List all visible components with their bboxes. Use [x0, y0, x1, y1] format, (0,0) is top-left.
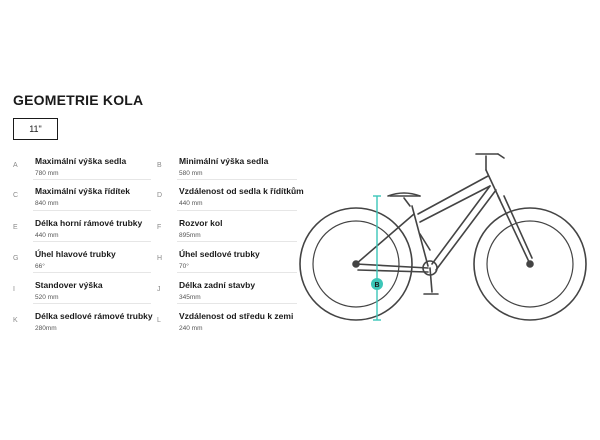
spec-value: 580 mm	[179, 170, 203, 177]
spec-value: 840 mm	[35, 200, 59, 207]
spec-value: 440 mm	[179, 200, 203, 207]
spec-letter: F	[157, 224, 162, 231]
spec-value: 280mm	[35, 325, 57, 332]
spec-value: 240 mm	[179, 325, 203, 332]
spec-name: Vzdálenost od středu k zemi	[179, 311, 294, 321]
spec-letter: K	[13, 317, 18, 324]
spec-letter: C	[13, 192, 19, 199]
page-title: GEOMETRIE KOLA	[13, 92, 144, 108]
spec-name: Délka horní rámové trubky	[35, 218, 143, 228]
spec-value: 70°	[179, 263, 189, 270]
spec-value: 895mm	[179, 232, 201, 239]
spec-value: 780 mm	[35, 170, 59, 177]
spec-letter: J	[157, 286, 161, 293]
spec-letter: I	[13, 286, 15, 293]
spec-name: Rozvor kol	[179, 218, 223, 228]
bike-frame	[356, 154, 532, 294]
size-selector-value: 11"	[29, 124, 42, 134]
spec-letter: D	[157, 192, 163, 199]
spec-value: 440 mm	[35, 232, 59, 239]
spec-value: 520 mm	[35, 294, 59, 301]
spec-name: Standover výška	[35, 280, 103, 290]
marker-label: B	[374, 282, 380, 289]
spec-value: 66°	[35, 263, 45, 270]
spec-name: Minimální výška sedla	[179, 156, 269, 166]
spec-name: Úhel hlavové trubky	[35, 249, 116, 259]
spec-name: Délka sedlové rámové trubky	[35, 311, 153, 321]
spec-letter: H	[157, 255, 163, 262]
spec-value: 345mm	[179, 294, 201, 301]
spec-letter: A	[13, 162, 18, 169]
spec-name: Délka zadní stavby	[179, 280, 256, 290]
spec-letter: G	[13, 255, 19, 262]
spec-letter: E	[13, 224, 18, 231]
spec-name: Úhel sedlové trubky	[179, 249, 260, 259]
spec-letter: B	[157, 162, 162, 169]
spec-name: Maximální výška řídítek	[35, 186, 130, 196]
spec-name: Maximální výška sedla	[35, 156, 127, 166]
spec-letter: L	[157, 317, 161, 324]
spec-name: Vzdálenost od sedla k řídítkům	[179, 186, 304, 196]
